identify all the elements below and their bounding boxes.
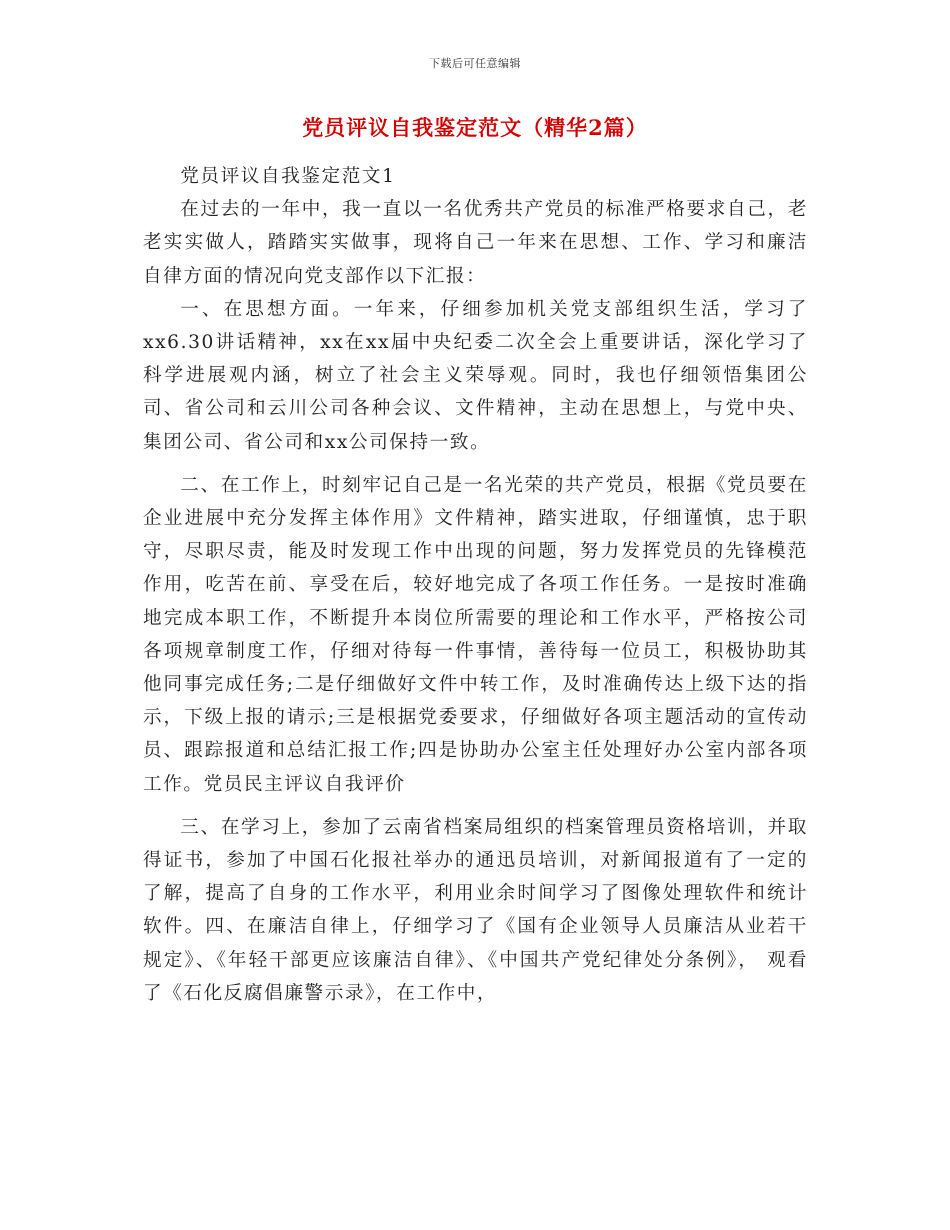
document-body <box>143 160 808 1010</box>
paragraph-thought: 一、在思想方面。一年来，仔细参加机关党支部组织生活，学习了xx6.30讲话精神，xx在xx届中央纪委二次全会上重要讲话，深化学习了科学进展观内涵，树立了社会主义荣辱观。同时，我也仔细领悟集团公司、省公司和云川公司各种会议、文件精神，主动在思想上，与党中央、集团公司、省公司和xx公司保持一致。 <box>143 298 808 453</box>
paragraph-work: 二、在工作上，时刻牢记自己是一名光荣的共产党员，根据《党员要在企业进展中充分发挥主体作用》文件精神，踏实进取，仔细谨慎，忠于职守，尽职尽责，能及时发现工作中出现的问题，努力发挥党员的先锋模范作用，吃苦在前、享受在后，较好地完成了各项工作任务。一是按时准确地完成本职工作，不断提升本岗位所需要的理论和工作水平，严格按公司各项规章制度工作，仔细对待每一件事情，善待每一位员工，积极协助其他同事完成任务;二是仔细做好文件中转工作，及时准确传达上级下达的指示，下级上报的请示;三是根据党委要求，仔细做好各项主题活动的宣传动员、跟踪报道和总结汇报工作;四是协助办公室主任处理好办公室内部各项工作。党员民主评议自我评价 <box>143 474 808 795</box>
paragraph-study: 三、在学习上，参加了云南省档案局组织的档案管理员资格培训，并取得证书，参加了中国石化报社举办的通迅员培训，对新闻报道有了一定的了解，提高了自身的工作水平，利用业余时间学习了图像处理软件和统计软件。四、在廉洁自律上，仔细学习了《国有企业领导人员廉洁从业若干规定》、《年轻干部更应该廉洁自律》、《中国共产党纪律处分条例》， 观看了《石化反腐倡廉警示录》，在工作中， <box>143 816 808 1004</box>
header-note: 下载后可任意编辑 <box>429 57 521 70</box>
document-title: 党员评议自我鉴定范文（精华2篇） <box>302 115 648 140</box>
paragraph-intro: 在过去的一年中，我一直以一名优秀共产党员的标准严格要求自己，老老实实做人，踏踏实实做事，现将自己一年来在思想、工作、学习和廉洁自律方面的情况向党支部作以下汇报： <box>143 199 808 287</box>
section-heading: 党员评议自我鉴定范文1 <box>180 166 396 187</box>
